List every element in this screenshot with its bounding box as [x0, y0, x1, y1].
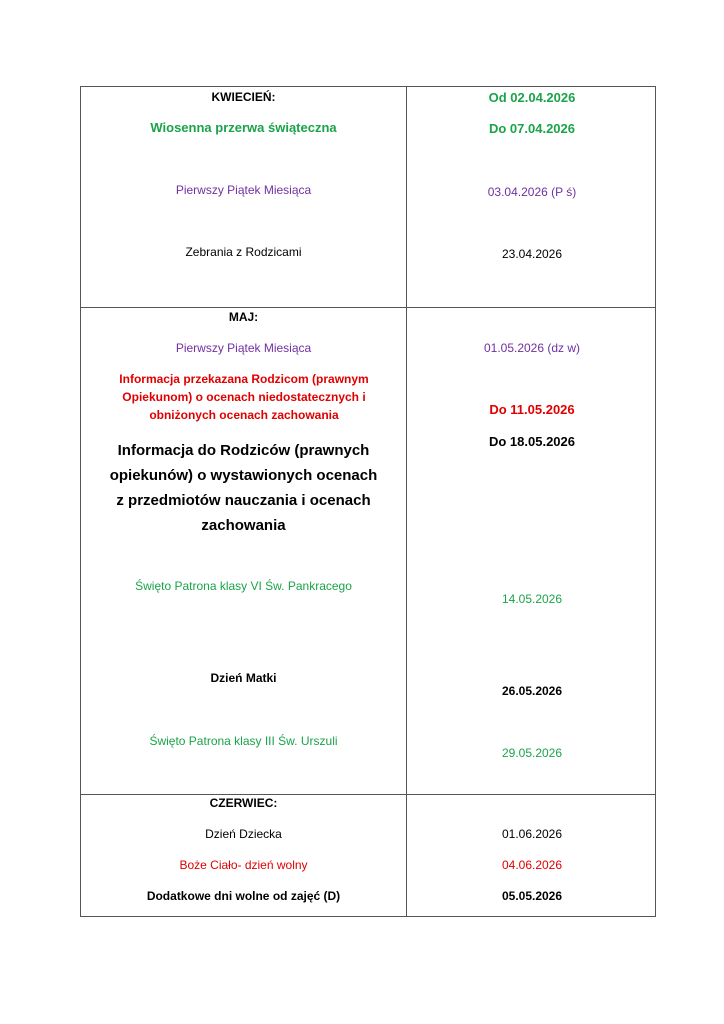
june-extra-days-label: Dodatkowe dni wolne od zajęć (D) [146, 889, 341, 903]
column-divider [406, 87, 407, 916]
june-extra-days-date: 05.05.2026 [501, 889, 563, 903]
may-patron-vi-date: 14.05.2026 [501, 592, 563, 606]
may-mothers-day-label: Dzień Matki [210, 671, 277, 685]
may-info-grades-date: Do 18.05.2026 [488, 434, 575, 449]
june-corpus-christi-label: Boże Ciało- dzień wolny [179, 858, 308, 872]
may-patron-iii-date: 29.05.2026 [501, 746, 563, 760]
april-friday-date: 03.04.2026 (P ś) [487, 185, 577, 199]
april-header: KWIECIEŃ: [211, 90, 276, 104]
may-info-grades-label: Informacja do Rodziców (prawnych opiekunów) o wystawionych ocenach z przedmiotów nauczania i ocenach zachowania [109, 442, 378, 534]
may-friday-date: 01.05.2026 (dz w) [483, 341, 581, 355]
april-friday-label: Pierwszy Piątek Miesiąca [175, 183, 312, 197]
may-patron-iii-label: Święto Patrona klasy III Św. Urszuli [149, 734, 338, 748]
june-childrens-day-date: 01.06.2026 [501, 827, 563, 841]
june-header: CZERWIEC: [209, 796, 278, 810]
calendar-table [80, 86, 656, 917]
april-break-to: Do 07.04.2026 [488, 121, 575, 136]
may-patron-vi-label: Święto Patrona klasy VI Św. Pankracego [135, 579, 352, 593]
row-divider-april-may [81, 307, 655, 308]
april-meeting-date: 23.04.2026 [501, 247, 563, 261]
june-corpus-christi-date: 04.06.2026 [501, 858, 563, 872]
april-break-label: Wiosenna przerwa świąteczna [150, 120, 337, 135]
may-mothers-day-date: 26.05.2026 [501, 684, 563, 698]
may-info-insufficient-date: Do 11.05.2026 [489, 402, 575, 417]
may-info-insufficient-label: Informacja przekazana Rodzicom (prawnym Opiekunom) o ocenach niedostatecznych i obniżonych ocenach zachowania [119, 372, 369, 422]
may-header: MAJ: [228, 310, 259, 324]
april-meeting-label: Zebrania z Rodzicami [185, 245, 302, 259]
may-friday-label: Pierwszy Piątek Miesiąca [175, 341, 312, 355]
april-break-from: Od 02.04.2026 [488, 90, 576, 105]
june-childrens-day-label: Dzień Dziecka [205, 827, 282, 841]
